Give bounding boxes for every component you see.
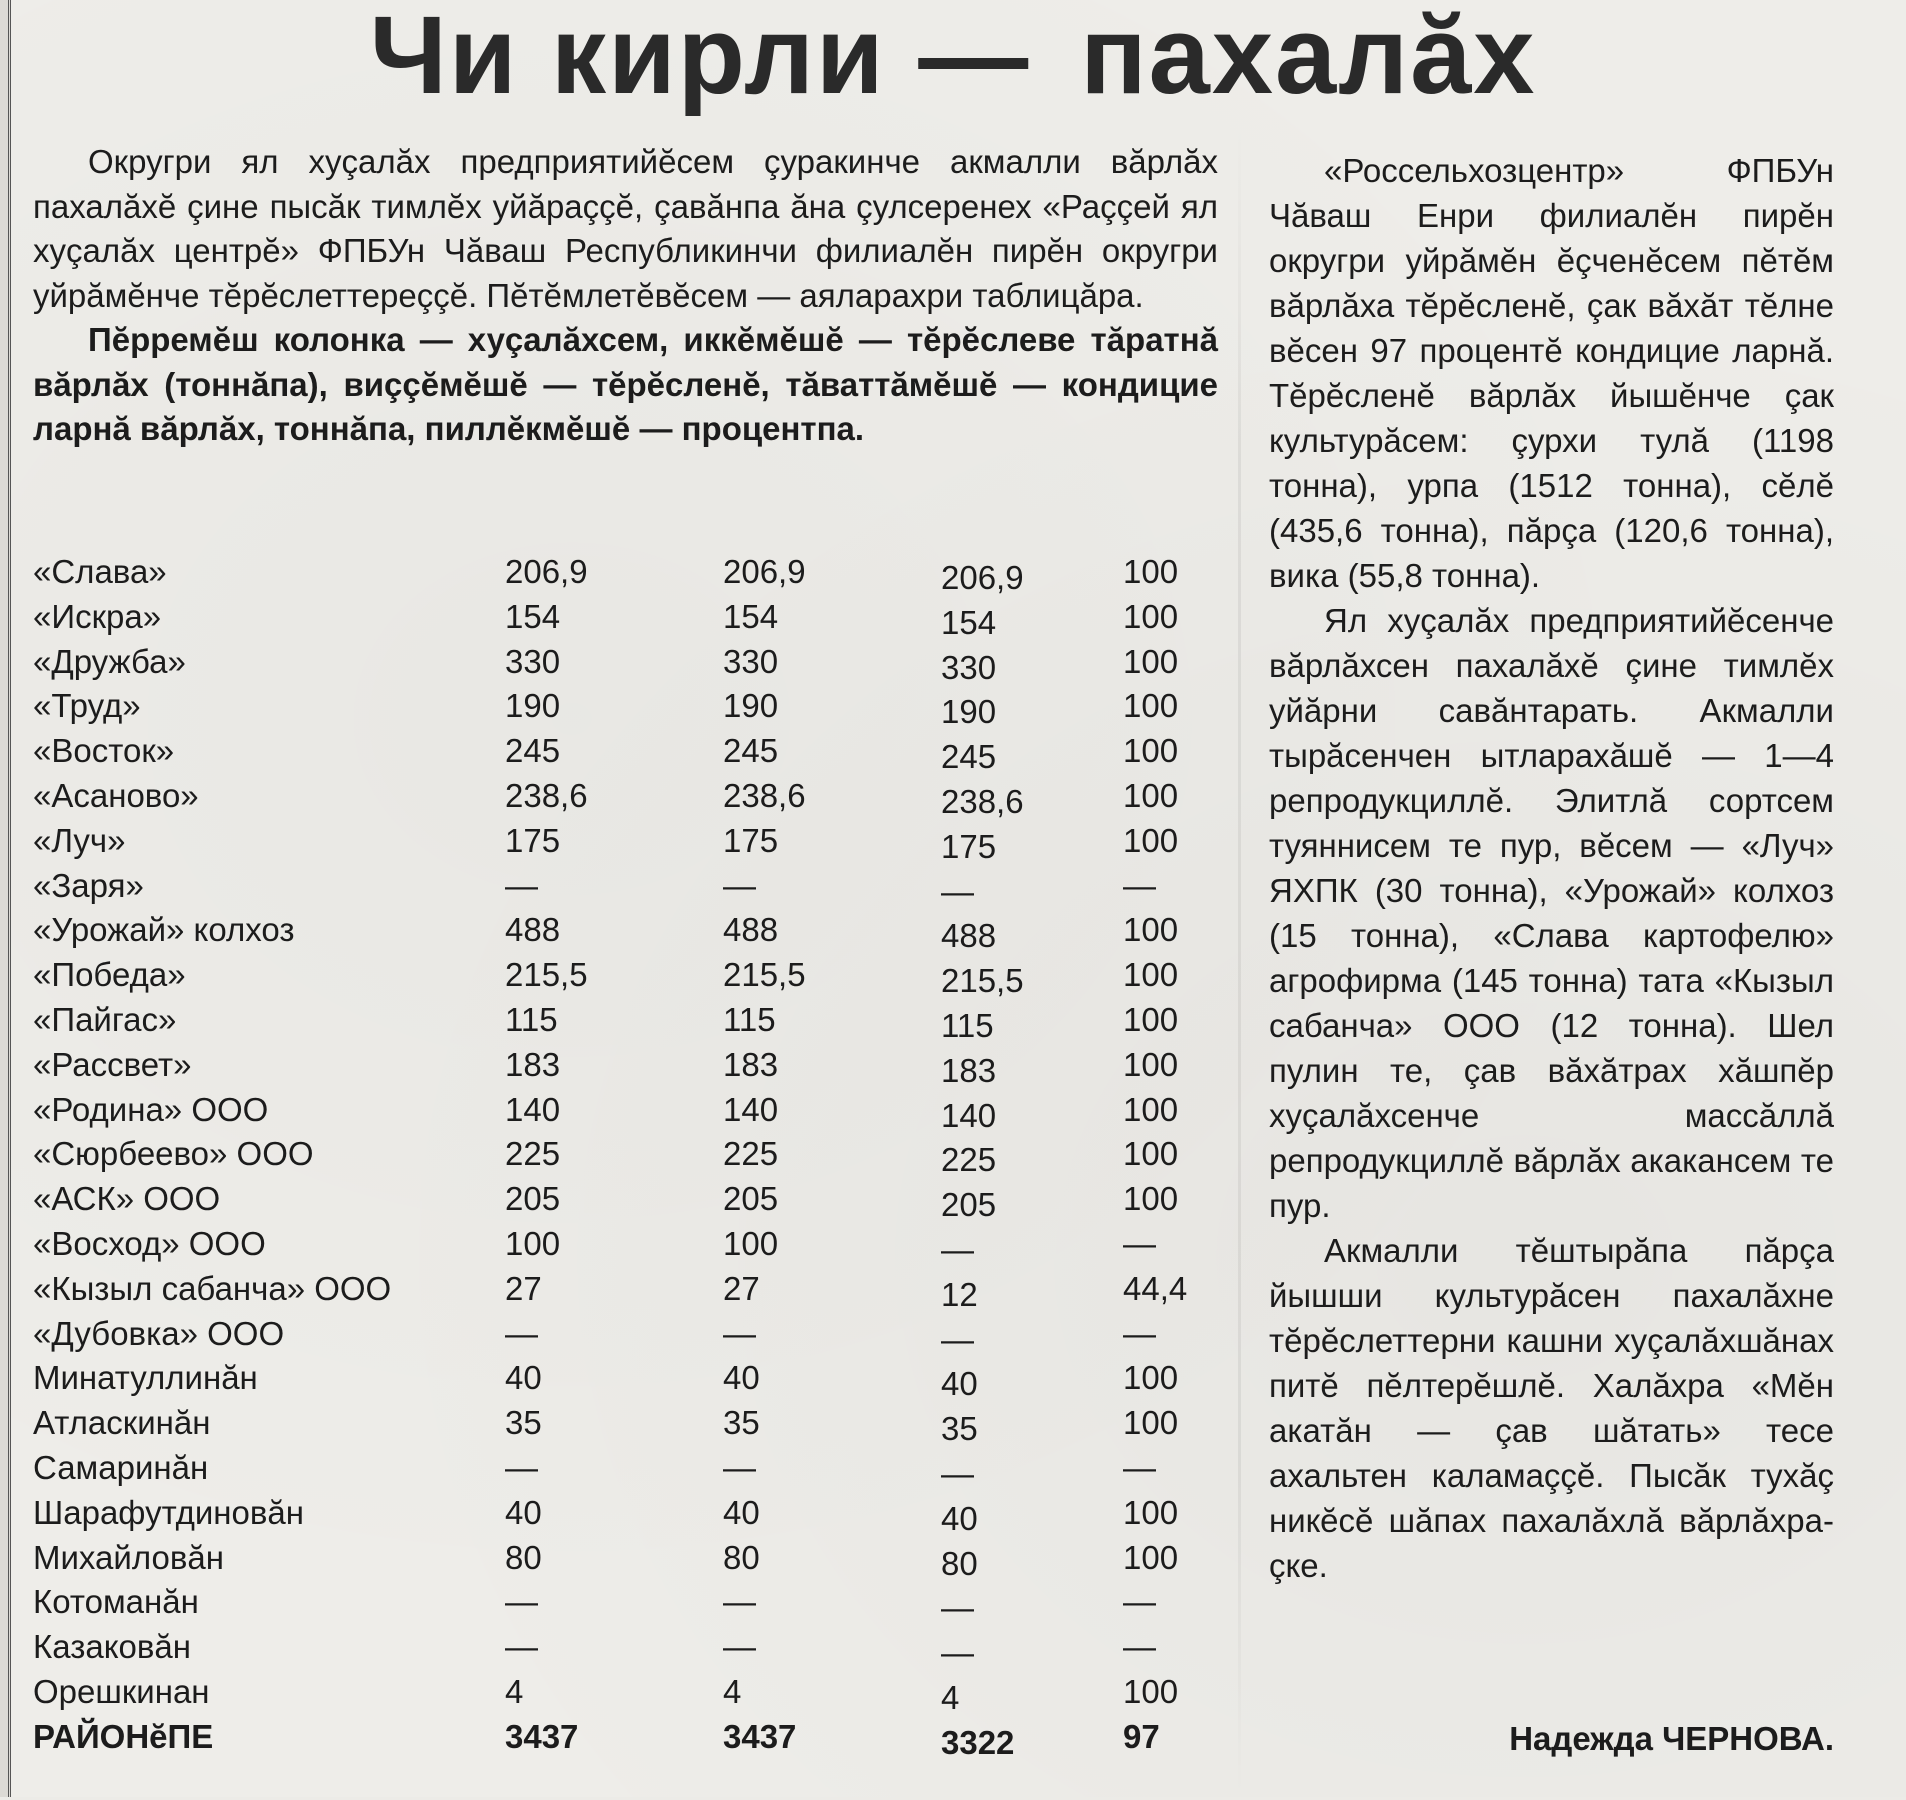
value-cell-c4: — [1123,1314,1156,1352]
value-cell-c3: 488 [941,917,997,955]
value-cell-c4: — [1123,1628,1156,1666]
right-paragraph-1: «Россельхозцентр» ФПБУн Чăваш Енри филиалĕн пирĕн округри уйрăмĕн ĕçченĕсем пĕтĕм вăрлăха тĕрĕсленĕ, çак вăхăт тĕлне вĕсен 97 процентĕ кондицие ларнă. Тĕрĕсленĕ вăрлăх йышĕнче çак культурăсем: çурхи тулă (1198 тонна), урпа (1512 тонна), сĕлĕ (435,6 тонна), пăрçа (120,6 тонна), вика (55,8 тонна). [1269,152,1834,594]
farm-name-cell: Михайловăн [33,1538,224,1576]
value-cell-c3: 154 [941,603,997,641]
value-cell-c2: 488 [723,911,779,949]
value-cell-c2: 175 [723,821,779,859]
farm-name-cell: Атласкинăн [33,1404,211,1442]
farm-name-cell: «Луч» [33,821,126,859]
table-row [33,1673,1223,1718]
value-cell-c1: 206,9 [505,553,588,590]
table-row [33,1180,1223,1225]
table-row [33,643,1223,688]
value-cell-c1: 245 [505,732,561,770]
table-row [33,1628,1223,1673]
author-signature: Надежда ЧЕРНОВА. [1509,1720,1834,1757]
value-cell-c3: — [941,1589,974,1627]
farm-name-cell: Шарафутдиновăн [33,1493,304,1531]
value-cell-c2: 35 [723,1404,760,1442]
value-cell-c3: 140 [941,1096,997,1134]
table-row [33,1539,1223,1584]
farm-name-cell: Минатуллинăн [33,1359,258,1397]
article-headline [0,0,1906,119]
farm-name-cell: «Асаново» [33,776,199,814]
value-cell-c1: — [505,1583,538,1621]
value-cell-c4: 100 [1123,597,1179,635]
value-cell-c1: 175 [505,821,561,859]
farm-name-cell: «Победа» [33,956,186,994]
value-cell-c2: 215,5 [723,956,806,994]
value-cell-c1: 330 [505,642,561,680]
value-cell-c4: 100 [1123,732,1179,770]
value-cell-c2: 40 [723,1493,760,1531]
value-cell-c3: 12 [941,1275,978,1313]
value-cell-c2: 330 [723,642,779,680]
value-cell-c1: 488 [505,911,561,949]
value-cell-c3: — [941,1454,974,1492]
value-cell-c1: 35 [505,1404,542,1442]
value-cell-c4: — [1123,866,1156,904]
value-cell-c2: 183 [723,1045,779,1083]
table-row [33,1404,1223,1449]
value-cell-c4: 100 [1123,553,1179,590]
farm-name-cell: Самаринăн [33,1448,209,1486]
right-paragraph-3: Акмалли тĕштырăпа пăрçа йышши культурăсен пахалăхне тĕрĕслеттерни кашни хуçалăхшăнах питĕ пĕлтерĕшлĕ. Халăхра «Мĕн акатăн — çав шăтать» тесе ахальтен каламаççĕ. Пысăк тухăç никĕсĕ шăпах пахалăхлă вăрлăхра-çке. [1269,1232,1834,1584]
value-cell-c4: 100 [1123,1180,1179,1218]
farm-name-cell: «Сюрбеево» ООО [33,1135,314,1173]
farm-name-cell: «Родина» ООО [33,1090,269,1128]
value-cell-c2: 115 [723,1000,776,1038]
value-cell-c3: 40 [941,1499,978,1537]
value-cell-c3: 4 [941,1678,960,1716]
value-cell-c3: 40 [941,1365,978,1403]
farm-name-cell: Казаковăн [33,1628,191,1666]
farm-name-cell: «Восток» [33,732,175,770]
value-cell-c4: 100 [1123,1538,1179,1576]
value-cell-c2: 27 [723,1269,760,1307]
farm-name-cell: «Пайгас» [33,1000,177,1038]
table-row [33,1270,1223,1315]
value-cell-c1: — [505,1628,538,1666]
value-cell-c4: 100 [1123,687,1179,725]
value-cell-c1: 3437 [505,1717,579,1755]
column-divider [1238,120,1241,1800]
table-row [33,822,1223,867]
table-row [33,1449,1223,1494]
value-cell-c2: 140 [723,1090,779,1128]
farm-name-cell: Котоманăн [33,1583,199,1621]
farm-name-cell: «АСК» ООО [33,1180,221,1218]
value-cell-c4: 100 [1123,1493,1179,1531]
value-cell-c1: 238,6 [505,776,588,814]
value-cell-c1: 40 [505,1359,542,1397]
headline-part1: Чи кирли — [369,0,1031,117]
table-row [33,911,1223,956]
value-cell-c1: 27 [505,1269,542,1307]
farm-name-cell: «Слава» [33,553,167,590]
value-cell-c3: 215,5 [941,962,1024,1000]
value-cell-c4: 100 [1123,1135,1179,1173]
value-cell-c4: 100 [1123,1000,1179,1038]
value-cell-c1: 140 [505,1090,561,1128]
value-cell-c1: 154 [505,597,561,635]
table-row [33,1494,1223,1539]
value-cell-c3: 175 [941,827,997,865]
intro-text [33,140,1218,452]
farm-name-cell: «Заря» [33,866,144,904]
value-cell-c3: 206,9 [941,559,1024,596]
table-row [33,553,1223,598]
value-cell-c3: 238,6 [941,782,1024,820]
headline-part2: пахалăх [1080,0,1537,117]
value-cell-c3: 330 [941,648,997,686]
value-cell-c1: — [505,866,538,904]
value-cell-c3: 35 [941,1410,978,1448]
farm-name-cell: «Урожай» колхоз [33,911,295,949]
farm-name-cell: «Восход» ООО [33,1224,266,1262]
value-cell-c1: 205 [505,1180,561,1218]
table-row [33,732,1223,777]
farm-name-cell: «Рассвет» [33,1045,192,1083]
value-cell-c2: — [723,1314,756,1352]
value-cell-c3: — [941,1320,974,1358]
value-cell-c3: 225 [941,1141,997,1179]
value-cell-c1: — [505,1314,538,1352]
value-cell-c4: 100 [1123,776,1179,814]
farm-name-cell: «Дружба» [33,642,186,680]
value-cell-c4: 100 [1123,1672,1179,1710]
value-cell-c4: 100 [1123,821,1179,859]
left-column [33,140,1218,452]
value-cell-c4: 44,4 [1123,1269,1188,1307]
value-cell-c1: 115 [505,1000,558,1038]
value-cell-c4: 100 [1123,1359,1179,1397]
farm-name-cell: «Искра» [33,597,162,635]
value-cell-c3: 80 [941,1544,978,1582]
table-row [33,1091,1223,1136]
value-cell-c4: — [1123,1224,1156,1262]
value-cell-c4: 100 [1123,642,1179,680]
value-cell-c2: 3437 [723,1717,797,1755]
value-cell-c3: — [941,1634,974,1672]
value-cell-c3: — [941,872,974,910]
value-cell-c2: 4 [723,1672,742,1710]
value-cell-c3: — [941,1230,974,1268]
value-cell-c3: 245 [941,738,997,776]
table-row [33,598,1223,643]
value-cell-c4: 100 [1123,911,1179,949]
table-row [33,777,1223,822]
table-row [33,1359,1223,1404]
table-row [33,1583,1223,1628]
table-total-row [33,1718,1223,1763]
value-cell-c4: 100 [1123,956,1179,994]
value-cell-c4: — [1123,1583,1156,1621]
value-cell-c1: 225 [505,1135,561,1173]
table-legend: Пĕрремĕш колонка — хуçалăхсем, иккĕмĕшĕ — тĕрĕслеве тăратнă вăрлăх (тоннăпа), виççĕмĕшĕ — тĕрĕсленĕ, тăваттăмĕшĕ — кондицие ларнă вăрлăх, тоннăпа, пиллĕкмĕшĕ — процентпа. [33,321,1218,447]
table-row [33,956,1223,1001]
table-row [33,1135,1223,1180]
table-row [33,1001,1223,1046]
value-cell-c4: 100 [1123,1404,1179,1442]
value-cell-c2: 238,6 [723,776,806,814]
right-paragraph-2: Ял хуçалăх предприятийĕсенче вăрлăхсен пахалăхĕ çине тимлĕх уйăрни савăнтарать. Акмалли тырăсенчен ытларахăшĕ — 1—4 репродукциллĕ. Элитлă сортсем туяннисем те пур, вĕсем — «Луч» ЯХПК (30 тонна), «Урожай» колхоз (15 тонна), «Слава картофелю» агрофирма (145 тонна) тата «Кызыл сабанча» ООО (12 тонна). Шел пулин те, çав вăхăтрах хăшпĕр хуçалăхсенче массăллă репродукциллĕ вăрлăх акакансем те пур. [1269,602,1834,1224]
value-cell-c2: — [723,1628,756,1666]
value-cell-c4: 100 [1123,1090,1179,1128]
value-cell-c1: 40 [505,1493,542,1531]
farm-name-cell: РАЙОНĕПЕ [33,1717,214,1755]
seed-quality-table [33,553,1223,1763]
value-cell-c2: 206,9 [723,553,806,590]
right-column [1269,148,1834,1588]
value-cell-c3: 190 [941,693,997,731]
value-cell-c2: 205 [723,1180,779,1218]
value-cell-c4: 100 [1123,1045,1179,1083]
table-row [33,867,1223,912]
farm-name-cell: «Кызыл сабанча» ООО [33,1269,392,1307]
value-cell-c2: 225 [723,1135,779,1173]
table-row [33,1315,1223,1360]
value-cell-c2: 100 [723,1224,779,1262]
value-cell-c2: — [723,1448,756,1486]
value-cell-c3: 115 [941,1006,994,1044]
value-cell-c2: 245 [723,732,779,770]
value-cell-c2: 40 [723,1359,760,1397]
table-row [33,1046,1223,1091]
table-row [33,1225,1223,1270]
value-cell-c1: — [505,1448,538,1486]
value-cell-c1: 4 [505,1672,524,1710]
page-edge-rule [0,0,11,1797]
value-cell-c2: — [723,866,756,904]
value-cell-c3: 3322 [941,1723,1015,1761]
value-cell-c1: 80 [505,1538,542,1576]
farm-name-cell: «Дубовка» ООО [33,1314,285,1352]
intro-paragraph: Округри ял хуçалăх предприятийĕсем çуракинче акмалли вăрлăх пахалăхĕ çине пысăк тимлĕх уйăраççĕ, çавăнпа ăна çулсеренех «Раççей ял хуçалăх центрĕ» ФПБУн Чăваш Республикинчи филиалĕн пирĕн округри уйрăмĕнче тĕрĕслеттереççĕ. Пĕтĕмлетĕвĕсем — аялараxри таблицăра. [33,143,1218,314]
value-cell-c3: 205 [941,1186,997,1224]
value-cell-c2: — [723,1583,756,1621]
value-cell-c2: 190 [723,687,779,725]
value-cell-c3: 183 [941,1051,997,1089]
value-cell-c4: — [1123,1448,1156,1486]
value-cell-c2: 154 [723,597,779,635]
farm-name-cell: Орешкинан [33,1672,210,1710]
value-cell-c2: 80 [723,1538,760,1576]
value-cell-c1: 190 [505,687,561,725]
value-cell-c4: 97 [1123,1717,1160,1755]
value-cell-c1: 215,5 [505,956,588,994]
value-cell-c1: 100 [505,1224,561,1262]
table-row [33,687,1223,732]
value-cell-c1: 183 [505,1045,561,1083]
farm-name-cell: «Труд» [33,687,141,725]
